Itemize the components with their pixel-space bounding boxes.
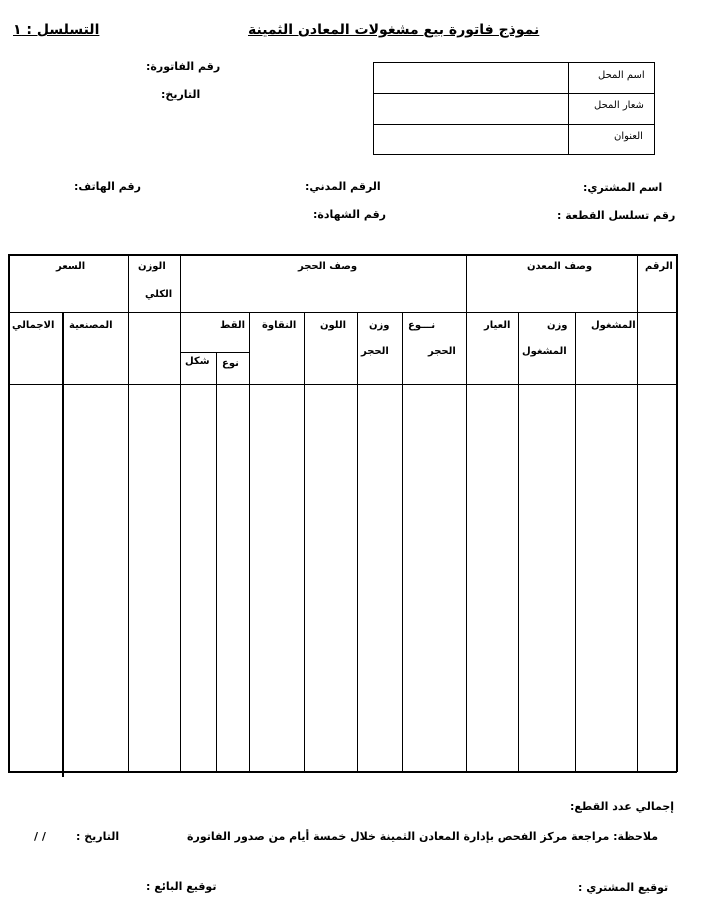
col-header-cut-type: نوع bbox=[222, 358, 239, 369]
shop-logo-label: شعار المحل bbox=[594, 100, 644, 111]
footer-date-label: التاريخ : bbox=[76, 830, 120, 843]
col-header-karat: العيار bbox=[484, 320, 511, 331]
col-header-stone-weight: وزن bbox=[369, 320, 390, 331]
col-header-metal-description: وصف المعدن bbox=[527, 261, 593, 272]
col-header-stone-description: وصف الحجر bbox=[298, 261, 358, 272]
document-title: نموذج فاتورة بيع مشغولات المعادن الثمينة bbox=[248, 22, 540, 38]
seller-signature-label: توقيع البائع : bbox=[146, 880, 217, 893]
col-header-workpiece-weight-line2: المشغول bbox=[522, 346, 567, 357]
shop-address-label: العنوان bbox=[614, 131, 643, 142]
buyer-name-label: اسم المشتري: bbox=[583, 181, 663, 194]
col-header-number: الرقم bbox=[645, 261, 673, 272]
col-header-shape: شكل bbox=[185, 356, 210, 367]
col-header-stone-type-line2: الحجر bbox=[428, 346, 456, 357]
col-header-clarity: النقاوة bbox=[262, 320, 297, 331]
col-header-workpiece-weight: وزن bbox=[547, 320, 568, 331]
civil-id-label: الرقم المدني: bbox=[305, 180, 381, 193]
serial-number: التسلسل : ١ bbox=[13, 22, 100, 38]
col-header-workpiece: المشغول bbox=[591, 320, 636, 331]
piece-serial-label: رقم تسلسل القطعة : bbox=[557, 209, 676, 222]
col-header-workmanship: المصنعية bbox=[69, 320, 113, 331]
col-header-total-weight: الوزن bbox=[138, 261, 166, 272]
col-header-total-weight-line2: الكلي bbox=[145, 289, 173, 300]
col-header-color: اللون bbox=[320, 320, 347, 331]
invoice-number-label: رقم الفاتورة: bbox=[146, 60, 221, 73]
invoice-date-label: التاريخ: bbox=[161, 88, 201, 101]
col-header-stone-weight-line2: الحجر bbox=[361, 346, 389, 357]
col-header-stone-type: نـــوع bbox=[408, 320, 436, 331]
col-header-price: السعر bbox=[56, 261, 86, 272]
total-pieces-label: إجمالي عدد القطع: bbox=[570, 800, 675, 813]
shop-name-label: اسم المحل bbox=[598, 70, 645, 81]
phone-label: رقم الهاتف: bbox=[74, 180, 141, 193]
col-header-total: الاجمالي bbox=[12, 320, 55, 331]
col-header-cut: القط bbox=[220, 320, 246, 331]
footer-date-value: / / bbox=[34, 830, 46, 843]
inspection-note: ملاحظة: مراجعة مركز الفحص بإدارة المعادن الثمينة خلال خمسة أيام من صدور الفاتورة bbox=[187, 830, 659, 843]
buyer-signature-label: توقيع المشتري : bbox=[578, 881, 669, 894]
certificate-number-label: رقم الشهادة: bbox=[313, 208, 387, 221]
